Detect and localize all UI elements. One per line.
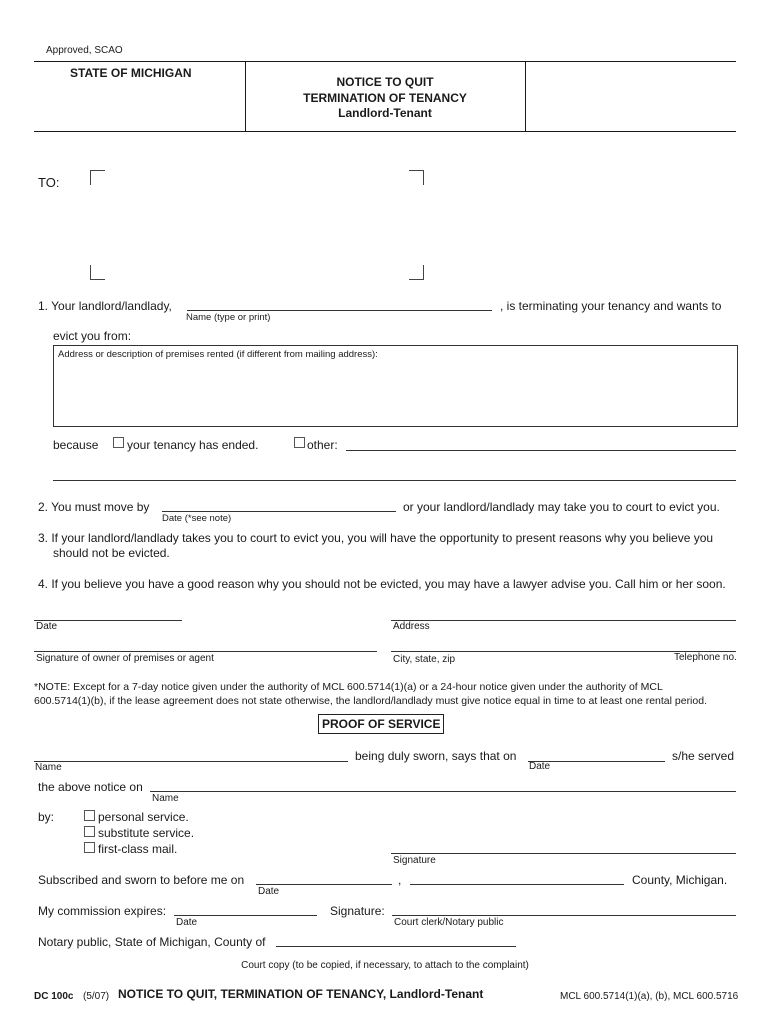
form-date: (5/07) [83, 991, 110, 1002]
premises-address-box[interactable] [53, 345, 738, 427]
personal-service-checkbox[interactable] [84, 810, 95, 821]
evict-you-from: evict you from: [53, 329, 132, 343]
by-label: by: [38, 810, 55, 824]
sworn-text: being duly sworn, says that on [355, 749, 517, 763]
form-title-line1: NOTICE TO QUIT [336, 75, 434, 89]
footer-statute: MCL 600.5714(1)(a), (b), MCL 600.5716 [560, 991, 739, 1002]
form-title-line3: Landlord-Tenant [338, 106, 432, 120]
item3-line1: 3. If your landlord/landlady takes you to court to evict you, you will have the opportunity to present reasons why you believe you [38, 531, 714, 545]
because-label: because [53, 438, 99, 452]
form-id: DC 100c [34, 991, 74, 1002]
corner-mark-bottom-left [90, 265, 105, 280]
address-caption: Address [393, 621, 430, 632]
item1-prefix: 1. Your landlord/landlady, [38, 299, 172, 313]
service-date-caption: Date [529, 761, 551, 772]
landlord-name-field[interactable] [187, 310, 492, 311]
notice-date-caption: Date [36, 621, 58, 632]
landlord-name-caption: Name (type or print) [186, 312, 271, 323]
item2-suffix: or your landlord/landlady may take you to court to evict you. [403, 500, 720, 514]
footer-form-title: NOTICE TO QUIT, TERMINATION OF TENANCY, Landlord-Tenant [118, 987, 484, 1001]
server-name-field[interactable] [34, 761, 348, 762]
server-name-caption: Name [35, 762, 62, 773]
notary-county-field[interactable] [276, 946, 516, 947]
subscribed-label: Subscribed and sworn to before me on [38, 873, 245, 887]
commission-expires-label: My commission expires: [38, 904, 167, 918]
header-top-rule [34, 61, 736, 62]
first-class-mail-label: first-class mail. [98, 842, 178, 856]
corner-mark-top-left [90, 170, 105, 185]
substitute-service-label: substitute service. [98, 826, 195, 840]
other-label: other: [307, 438, 338, 452]
server-signature-field[interactable] [391, 853, 736, 854]
approved-scao: Approved, SCAO [46, 45, 123, 56]
move-by-date-caption: Date (*see note) [162, 513, 232, 524]
other-reason-field-line2[interactable] [53, 480, 736, 481]
served-person-caption: Name [152, 793, 179, 804]
owner-signature-caption: Signature of owner of premises or agent [36, 653, 214, 664]
move-by-date-field[interactable] [162, 511, 396, 512]
item1-suffix: , is terminating your tenancy and wants to [500, 299, 722, 313]
clerk-notary-caption: Court clerk/Notary public [394, 917, 504, 928]
telephone-caption: Telephone no. [674, 652, 737, 663]
note-line2: 600.5714(1)(b), if the lease agreement does not state otherwise, the landlord/landlady must give notice equal in time to at least one rental period. [34, 695, 707, 707]
tenancy-ended-checkbox[interactable] [113, 437, 124, 448]
header-bottom-rule [34, 131, 736, 132]
notary-signature-label: Signature: [330, 904, 385, 918]
sworn-date-field[interactable] [256, 884, 392, 885]
court-copy-note: Court copy (to be copied, if necessary, to attach to the complaint) [241, 960, 529, 971]
to-label: TO: [38, 175, 60, 190]
address-field[interactable] [391, 620, 736, 621]
sworn-county-field[interactable] [410, 884, 624, 885]
corner-mark-top-right [409, 170, 424, 185]
item2-prefix: 2. You must move by [38, 500, 150, 514]
form-title-line2: TERMINATION OF TENANCY [303, 91, 467, 105]
served-text: s/he served [672, 749, 735, 763]
tenancy-ended-label: your tenancy has ended. [127, 438, 259, 452]
county-michigan-label: County, Michigan. [632, 873, 728, 887]
to-address-field[interactable] [90, 170, 424, 280]
notary-signature-field[interactable] [392, 915, 736, 916]
served-person-field[interactable] [150, 791, 736, 792]
item3-line2: should not be evicted. [53, 546, 170, 560]
sworn-date-caption: Date [258, 886, 280, 897]
state-title: STATE OF MICHIGAN [70, 66, 192, 80]
other-reason-field[interactable] [346, 450, 736, 451]
server-signature-caption: Signature [393, 855, 436, 866]
proof-of-service-title: PROOF OF SERVICE [318, 714, 444, 734]
personal-service-label: personal service. [98, 810, 189, 824]
above-notice-label: the above notice on [38, 780, 143, 794]
commission-date-caption: Date [176, 917, 198, 928]
city-state-zip-caption: City, state, zip [393, 654, 456, 665]
corner-mark-bottom-right [409, 265, 424, 280]
commission-date-field[interactable] [174, 915, 317, 916]
item4-text: 4. If you believe you have a good reason why you should not be evicted, you may have a lawyer advise you. Call him or her soon. [38, 577, 726, 591]
note-line1: *NOTE: Except for a 7-day notice given under the authority of MCL 600.5714(1)(a) or a 24-hour notice given under the authority of MCL [34, 681, 663, 693]
premises-address-caption: Address or description of premises rented (if different from mailing address): [58, 349, 378, 360]
other-checkbox[interactable] [294, 437, 305, 448]
notary-county-label: Notary public, State of Michigan, County of [38, 935, 266, 949]
substitute-service-checkbox[interactable] [84, 826, 95, 837]
first-class-mail-checkbox[interactable] [84, 842, 95, 853]
comma: , [398, 873, 402, 887]
header-divider-right [525, 61, 526, 131]
owner-signature-field[interactable] [34, 651, 377, 652]
